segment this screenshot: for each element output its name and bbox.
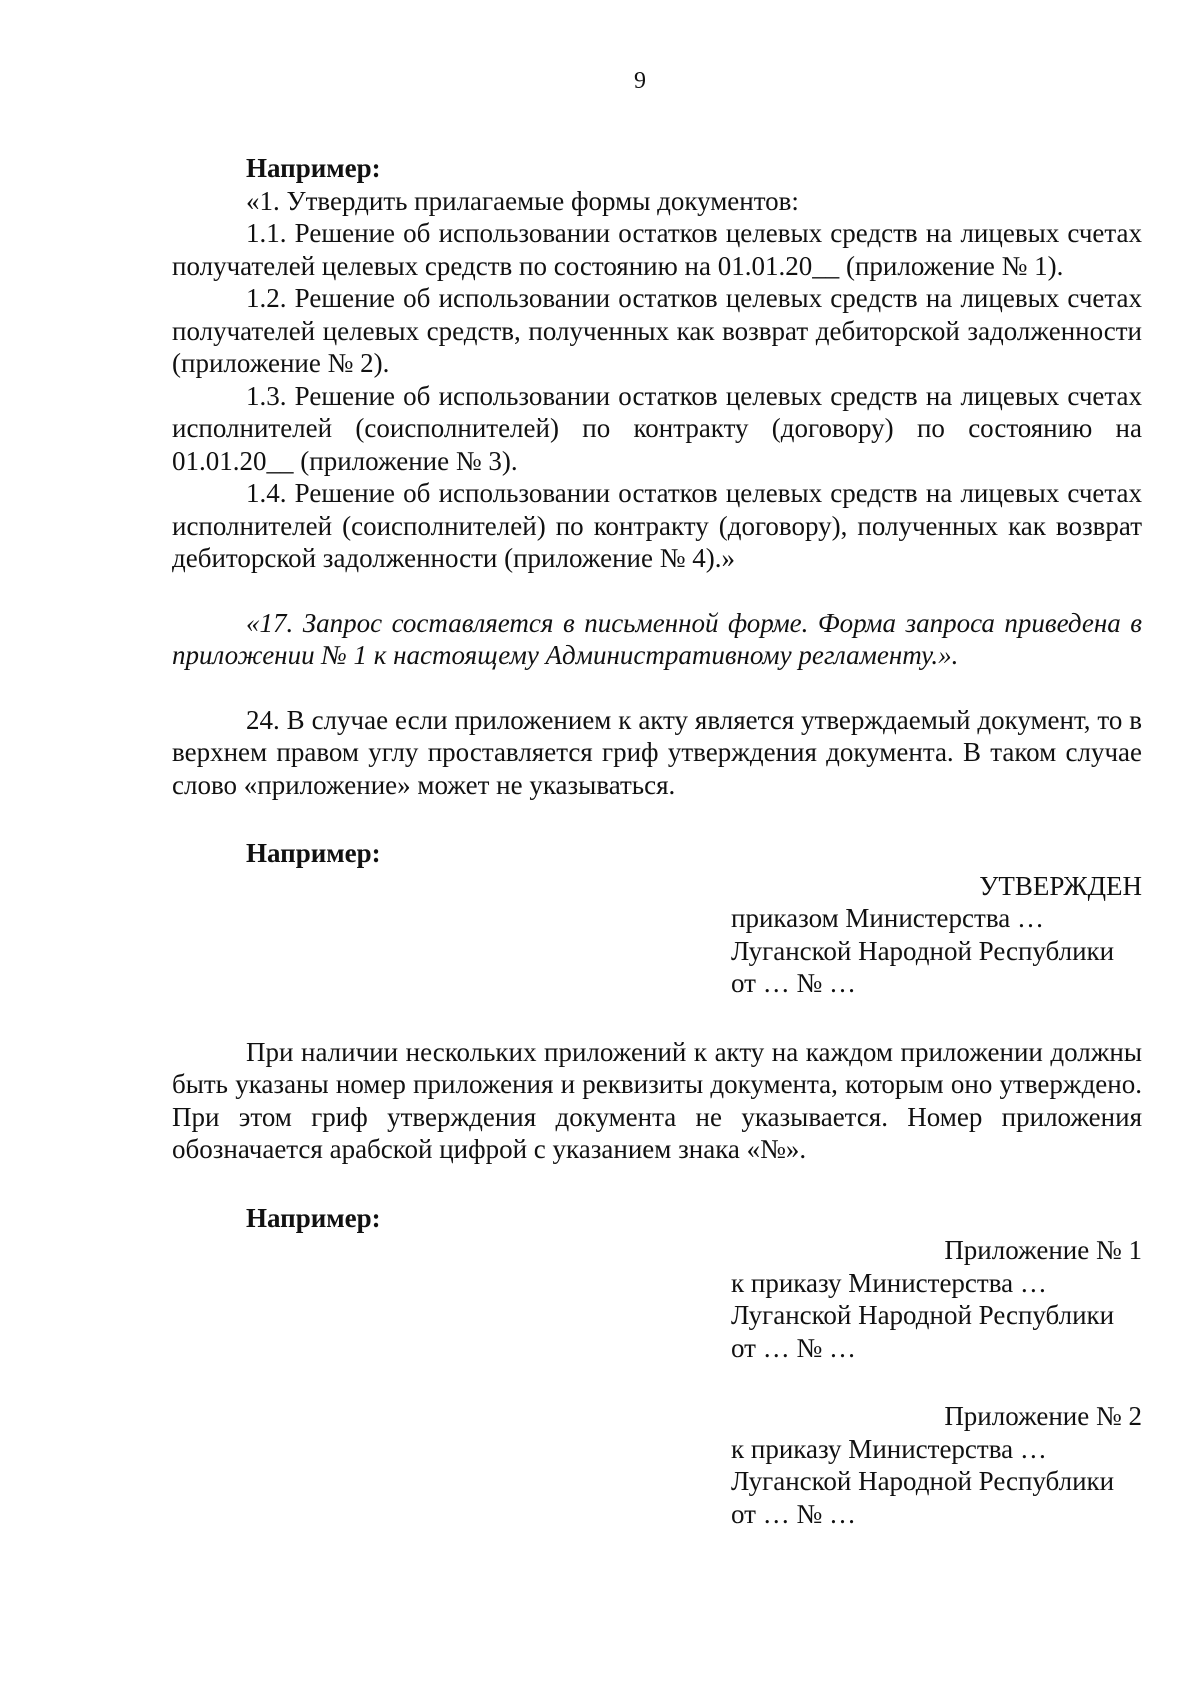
example-label-2: Например: (246, 838, 381, 868)
spacer (172, 1364, 1142, 1400)
page-body (172, 152, 1142, 1530)
approval-stamp-line: приказом Министерства … (731, 903, 1044, 933)
appendix-1-stamp (731, 1234, 1142, 1364)
appendix-1-line: к приказу Министерства … (731, 1267, 1047, 1298)
spacer (172, 672, 1142, 704)
approval-stamp-line: Луганской Народной Республики (731, 935, 1115, 966)
example-item-1-1: 1.1. Решение об использовании остатков целевых средств на лицевых счетах получателей целевых средств по состоянию на 01.01.20__ (приложение № 1). (172, 218, 1142, 281)
paragraph-24: 24. В случае если приложением к акту является утверждаемый документ, то в верхнем правом углу проставляется гриф утверждения документа. В таком случае слово «приложение» может не указываться. (172, 704, 1142, 800)
appendix-2-line: Луганской Народной Республики (731, 1466, 1115, 1496)
example-line-1: «1. Утвердить прилагаемые формы документов: (246, 185, 799, 216)
approval-stamp-head: УТВЕРЖДЕН (979, 870, 1142, 901)
appendix-1-line: Луганской Народной Республики (731, 1300, 1115, 1330)
example-item-1-2: 1.2. Решение об использовании остатков целевых средств на лицевых счетах получателей целевых средств, полученных как возврат дебиторской задолженности (приложение № 2). (172, 283, 1142, 378)
page-number: 9 (634, 68, 646, 94)
spacer (172, 1000, 1142, 1036)
example-label-3: Например: (246, 1202, 381, 1233)
appendix-1-line: от … № … (731, 1332, 856, 1363)
spacer (172, 801, 1142, 837)
appendix-2-line: к приказу Министерства … (731, 1433, 1047, 1464)
example-item-1-4: 1.4. Решение об использовании остатков целевых средств на лицевых счетах исполнителей (соисполнителей) по контракту (договору), полученных как возврат дебиторской задолженности (приложение № 4).» (172, 478, 1142, 573)
approval-stamp-line: от … № … (731, 968, 856, 998)
approval-stamp (731, 870, 1142, 1000)
appendix-2-line: от … № … (731, 1498, 856, 1529)
paragraph-multiple-appendices: При наличии нескольких приложений к акту на каждом приложении должны быть указаны номер приложения и реквизиты документа, которым оно утверждено. При этом гриф утверждения документа не указывается. Номер приложения обозначается арабской цифрой с указанием знака «№». (172, 1036, 1142, 1164)
appendix-2-stamp (731, 1400, 1142, 1530)
example-label-1: Например: (246, 153, 381, 183)
example-item-1-3: 1.3. Решение об использовании остатков целевых средств на лицевых счетах исполнителей (соисполнителей) по контракту (договору) по состоянию на 01.01.20__ (приложение № 3). (172, 380, 1142, 476)
appendix-2-head: Приложение № 2 (944, 1401, 1142, 1431)
spacer (172, 575, 1142, 607)
spacer (172, 1166, 1142, 1202)
italic-example: «17. Запрос составляется в письменной форме. Форма запроса приведена в приложении № 1 к настоящему Административному регламенту.». (172, 607, 1142, 670)
appendix-1-head: Приложение № 1 (944, 1235, 1142, 1265)
